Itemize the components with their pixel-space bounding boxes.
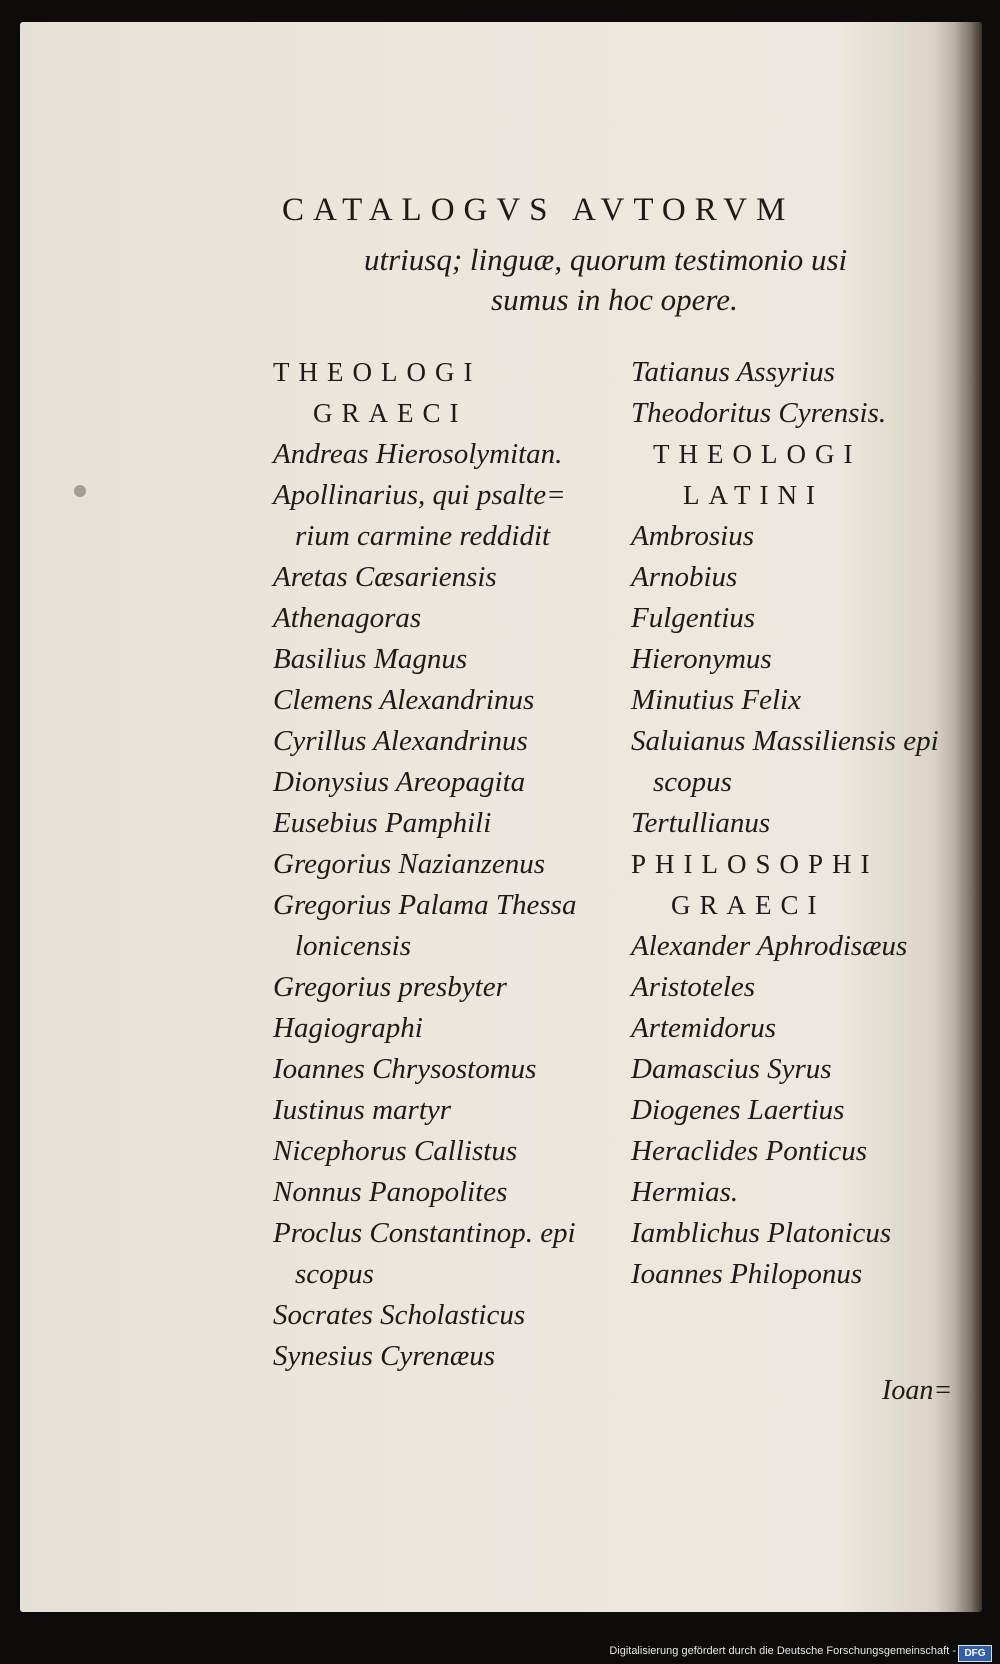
left-author-entry: Apollinarius, qui psalte= [273,479,566,511]
left-author-entry: Basilius Magnus [273,643,468,675]
left-section-heading: GRAECI [313,398,468,428]
page-title: CATALOGVS AVTORVM [282,192,795,228]
left-author-entry: Gregorius Palama Thessa [273,889,577,921]
left-author-entry: Ioannes Chrysostomus [273,1053,537,1085]
ink-stain [74,485,86,497]
left-author-entry: Eusebius Pamphili [273,807,492,839]
right-author-entry: Aristoteles [631,971,756,1003]
subtitle-line-2: sumus in hoc opere. [491,282,738,317]
right-author-entry: Diogenes Laertius [631,1094,845,1126]
right-author-entry: Ambrosius [631,520,754,552]
right-author-entry: Artemidorus [631,1012,776,1044]
right-author-entry: Fulgentius [631,602,756,634]
right-author-entry: Hieronymus [631,643,772,675]
right-author-entry: Minutius Felix [631,684,801,716]
catchword: Ioan= [882,1375,953,1406]
left-author-entry: Hagiographi [273,1012,423,1044]
right-author-entry: Hermias. [631,1176,739,1208]
left-entry-continuation: rium carmine reddidit [295,520,551,552]
right-author-entry: Alexander Aphrodisæus [631,930,908,962]
right-author-entry: Damascius Syrus [631,1053,832,1085]
right-author-entry: Heraclides Ponticus [631,1135,867,1167]
dfg-logo: DFG [958,1645,992,1662]
right-author-entry: Ioannes Philoponus [631,1258,863,1290]
right-author-entry: Saluianus Massiliensis epi [631,725,939,757]
left-author-entry: Athenagoras [273,602,422,634]
left-author-entry: Gregorius Nazianzenus [273,848,546,880]
book-page [20,22,982,1612]
footer-credit: Digitalisierung gefördert durch die Deutsche Forschungsgemeinschaft - [609,1645,956,1657]
right-author-entry: Theodoritus Cyrensis. [631,397,887,429]
right-author-entry: Tatianus Assyrius [631,356,835,388]
left-author-entry: Nicephorus Callistus [273,1135,518,1167]
footer-bar [0,1644,1000,1664]
right-section-heading: PHILOSOPHI [631,849,879,879]
right-author-entry: Tertullianus [631,807,771,839]
right-entry-continuation: scopus [653,766,732,798]
left-author-entry: Socrates Scholasticus [273,1299,526,1331]
right-section-heading: LATINI [683,480,824,510]
right-column [631,352,961,1295]
left-author-entry: Nonnus Panopolites [273,1176,508,1208]
left-author-entry: Gregorius presbyter [273,971,507,1003]
left-entry-continuation: lonicensis [295,930,411,962]
left-author-entry: Aretas Cæsariensis [273,561,497,593]
left-author-entry: Proclus Constantinop. epi [273,1217,576,1249]
right-section-heading: THEOLOGI [653,439,862,469]
page-subtitle [364,240,924,320]
left-author-entry: Synesius Cyrenæus [273,1340,496,1372]
right-section-heading: GRAECI [671,890,826,920]
right-author-entry: Arnobius [631,561,738,593]
right-author-entry: Iamblichus Platonicus [631,1217,892,1249]
subtitle-line-1: utriusq; linguæ, quorum testimonio usi [364,242,848,277]
left-author-entry: Clemens Alexandrinus [273,684,535,716]
left-section-heading: THEOLOGI [273,357,482,387]
left-author-entry: Andreas Hierosolymitan. [273,438,563,470]
left-author-entry: Cyrillus Alexandrinus [273,725,528,757]
left-entry-continuation: scopus [295,1258,374,1290]
left-author-entry: Dionysius Areopagita [273,766,526,798]
left-column [273,352,603,1377]
left-author-entry: Iustinus martyr [273,1094,452,1126]
